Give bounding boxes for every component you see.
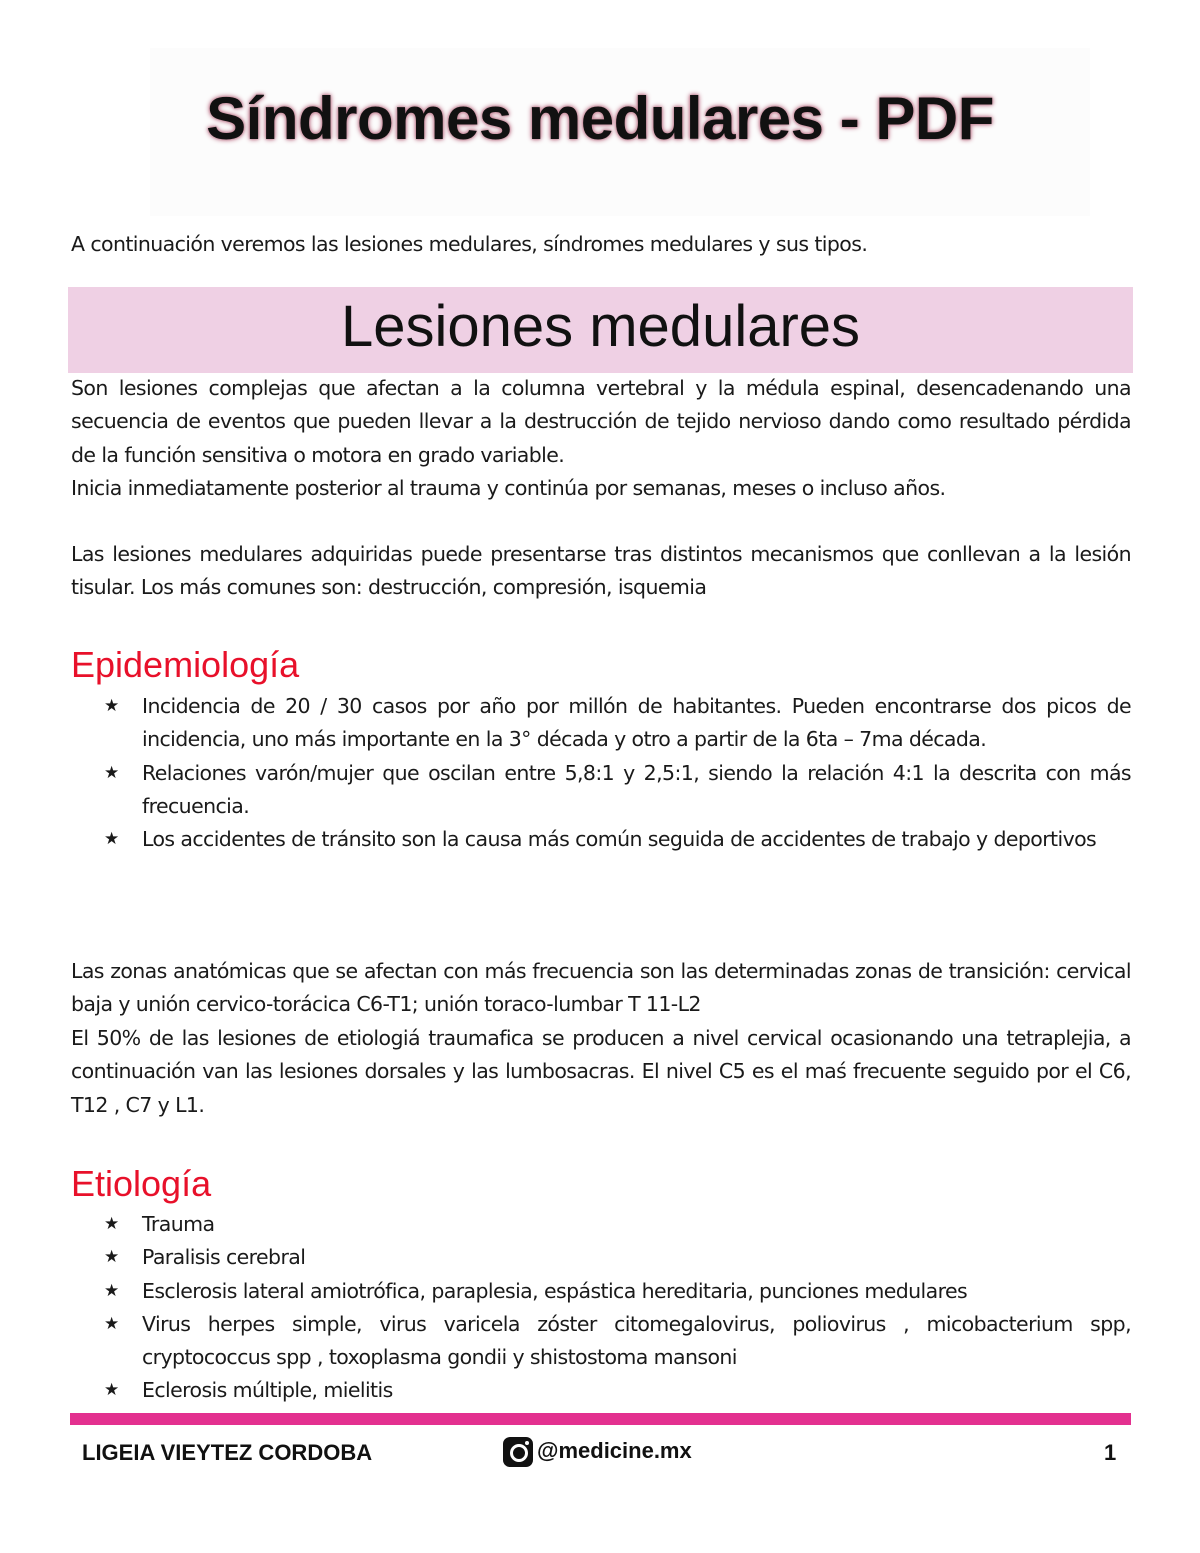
list-item: ★ Incidencia de 20 / 30 casos por año por millón de habitantes. Pueden encontrarse dos picos de incidencia, uno más importante en la 3° década y otro a partir de la 6ta – 7ma década. xyxy=(71,690,1131,757)
paragraph-niveles: El 50% de las lesiones de etiologiá traumafica se producen a nivel cervical ocasionando una tetraplejia, a continuación van las lesiones dorsales y las lumbosacras. El nivel C5 es el maś frecuente seguido por el C6, T12 , C7 y L1. xyxy=(71,1026,1131,1117)
star-bullet-icon: ★ xyxy=(104,1214,119,1234)
footer-social xyxy=(503,1437,692,1467)
list-item: ★ Los accidentes de tránsito son la causa más común seguida de accidentes de trabajo y deportivos xyxy=(71,823,1131,856)
star-bullet-icon: ★ xyxy=(104,1247,119,1268)
footer-handle: @medicine.mx xyxy=(537,1437,692,1463)
intro-text: A continuación veremos las lesiones medulares, síndromes medulares y sus tipos. xyxy=(71,232,868,256)
heading-etiologia: Etiología xyxy=(71,1163,212,1204)
star-bullet-icon: ★ xyxy=(104,1313,119,1334)
star-bullet-icon: ★ xyxy=(104,696,119,716)
footer-author: LIGEIA VIEYTEZ CORDOBA xyxy=(82,1440,373,1465)
list-item: ★ Esclerosis lateral amiotrófica, paraplesia, espástica hereditaria, punciones medulares xyxy=(71,1275,1131,1308)
list-item: ★ Paralisis cerebral xyxy=(71,1241,1131,1274)
etiologia-list xyxy=(71,1208,1131,1408)
epidemiologia-list xyxy=(71,690,1131,856)
instagram-icon xyxy=(503,1437,533,1467)
paragraph-mechanisms: Las lesiones medulares adquiridas puede presentarse tras distintos mecanismos que conllevan a la lesión tisular. Los más comunes son: destrucción, compresión, isquemia xyxy=(71,542,1131,600)
heading-epidemiologia: Epidemiología xyxy=(71,644,300,685)
page-number: 1 xyxy=(1104,1440,1117,1465)
list-item: ★ Relaciones varón/mujer que oscilan entre 5,8:1 y 2,5:1, siendo la relación 4:1 la descrita con más frecuencia. xyxy=(71,757,1131,824)
section-title: Lesiones medulares xyxy=(340,294,861,359)
list-item: ★ Trauma xyxy=(71,1208,1131,1241)
footer-divider xyxy=(70,1413,1131,1425)
paragraph-definition: Son lesiones complejas que afectan a la columna vertebral y la médula espinal, desencadenando una secuencia de eventos que pueden llevar a la destrucción de tejido nervioso dando como resultado pérdida de la función sensitiva o motora en grado variable. xyxy=(71,376,1131,467)
paragraph-zonas: Las zonas anatómicas que se afectan con más frecuencia son las determinadas zonas de transición: cervical baja y unión cervico-torácica C6-T1; unión toraco-lumbar T 11-L2 xyxy=(71,959,1131,1017)
paragraph-onset: Inicia inmediatamente posterior al trauma y continúa por semanas, meses o incluso años. xyxy=(71,476,946,500)
list-item: ★ Eclerosis múltiple, mielitis xyxy=(71,1374,1131,1407)
list-item: ★ Virus herpes simple, virus varicela zóster citomegalovirus, poliovirus , micobacterium spp, cryptococcus spp , toxoplasma gondii y shistostoma mansoni xyxy=(71,1308,1131,1375)
star-bullet-icon: ★ xyxy=(104,829,119,850)
star-bullet-icon: ★ xyxy=(104,1380,119,1401)
star-bullet-icon: ★ xyxy=(104,1280,119,1301)
star-bullet-icon: ★ xyxy=(104,762,119,783)
document-title: Síndromes medulares - PDF xyxy=(206,85,994,152)
